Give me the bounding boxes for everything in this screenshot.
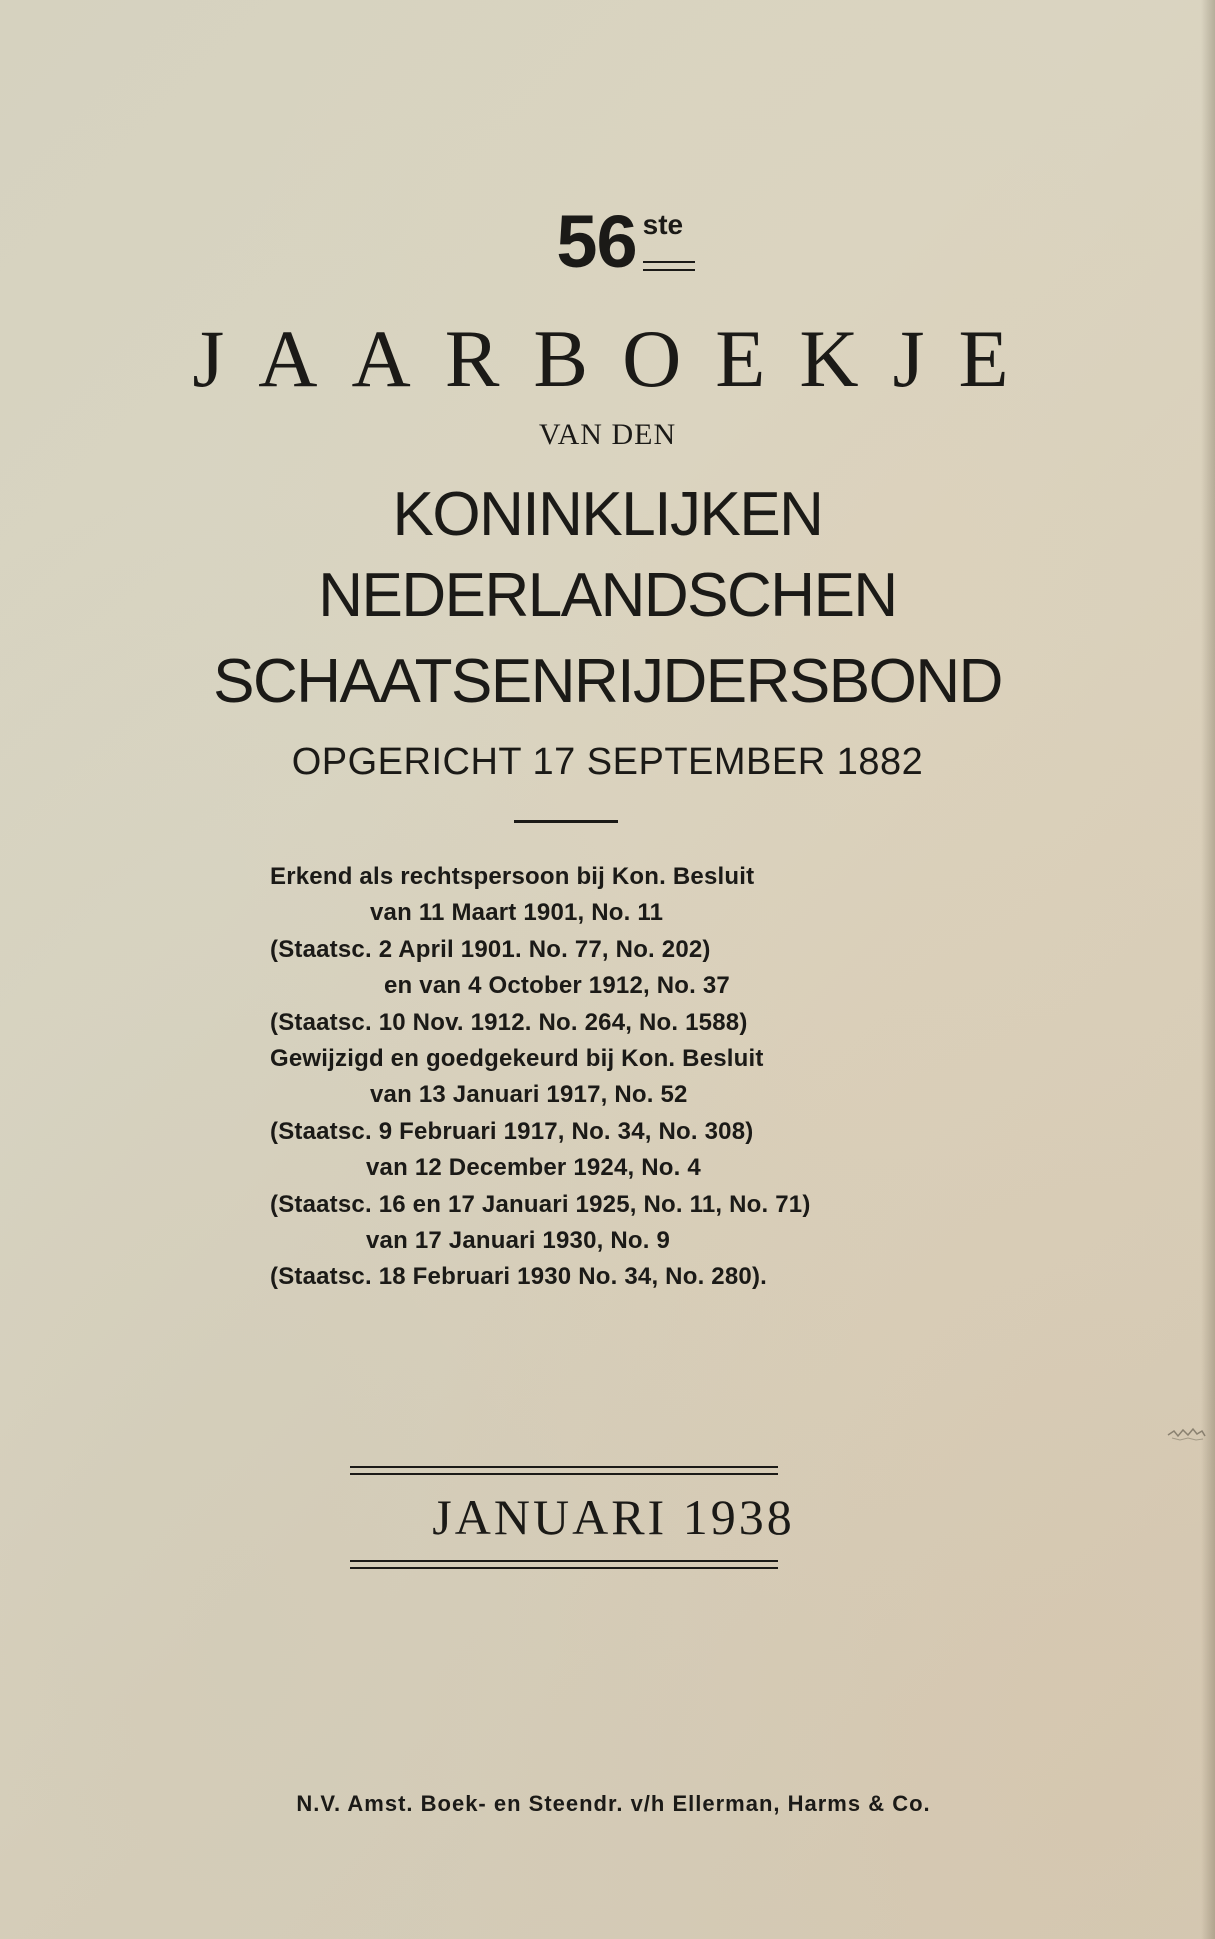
- legal-line: (Staatsc. 2 April 1901. No. 77, No. 202): [270, 935, 711, 963]
- edition-suffix: ste: [642, 209, 684, 240]
- organization-line-2: NEDERLANDSCHEN: [318, 561, 897, 630]
- legal-line: van 11 Maart 1901, No. 11: [370, 899, 664, 927]
- edition-suffix-underline: [643, 261, 695, 271]
- legal-line: (Staatsc. 9 Februari 1917, No. 34, No. 308): [270, 1117, 754, 1145]
- publication-date: JANUARI 1938: [432, 1489, 795, 1545]
- date-rule-top: [350, 1466, 778, 1475]
- printer-imprint: N.V. Amst. Boek- en Steendr. v/h Ellerman, Harms & Co.: [296, 1791, 931, 1816]
- founded-line: OPGERICHT 17 SEPTEMBER 1882: [291, 741, 924, 783]
- edition-suffix-wrap: [643, 205, 699, 279]
- cover-title: JAARBOEKJE: [192, 313, 1043, 404]
- paper-tear-mark: [1166, 1423, 1206, 1445]
- edition-number-value: 56: [556, 200, 637, 283]
- legal-line: (Staatsc. 10 Nov. 1912. No. 264, No. 1588): [270, 1008, 748, 1036]
- legal-line: van 13 Januari 1917, No. 52: [370, 1081, 688, 1109]
- cover-subtitle: VAN DEN: [538, 418, 677, 451]
- edition-number: [20, 200, 1215, 283]
- legal-recognition-block: [270, 859, 950, 1296]
- date-rule-bottom: [350, 1560, 778, 1569]
- legal-line: van 12 December 1924, No. 4: [366, 1154, 701, 1182]
- section-divider: [514, 820, 618, 823]
- legal-line: van 17 Januari 1930, No. 9: [366, 1226, 671, 1254]
- organization-line-3: SCHAATSENRIJDERSBOND: [213, 647, 1002, 716]
- legal-line: Erkend als rechtspersoon bij Kon. Besluit: [270, 863, 755, 890]
- legal-line: (Staatsc. 18 Februari 1930 No. 34, No. 280).: [270, 1263, 768, 1291]
- legal-line: en van 4 October 1912, No. 37: [384, 972, 730, 1000]
- page-edge-shadow: [1201, 0, 1215, 1939]
- legal-line: Gewijzigd en goedgekeurd bij Kon. Besluit: [270, 1044, 764, 1072]
- legal-line: (Staatsc. 16 en 17 Januari 1925, No. 11, No. 71): [270, 1190, 811, 1218]
- organization-line-1: KONINKLIJKEN: [392, 480, 823, 549]
